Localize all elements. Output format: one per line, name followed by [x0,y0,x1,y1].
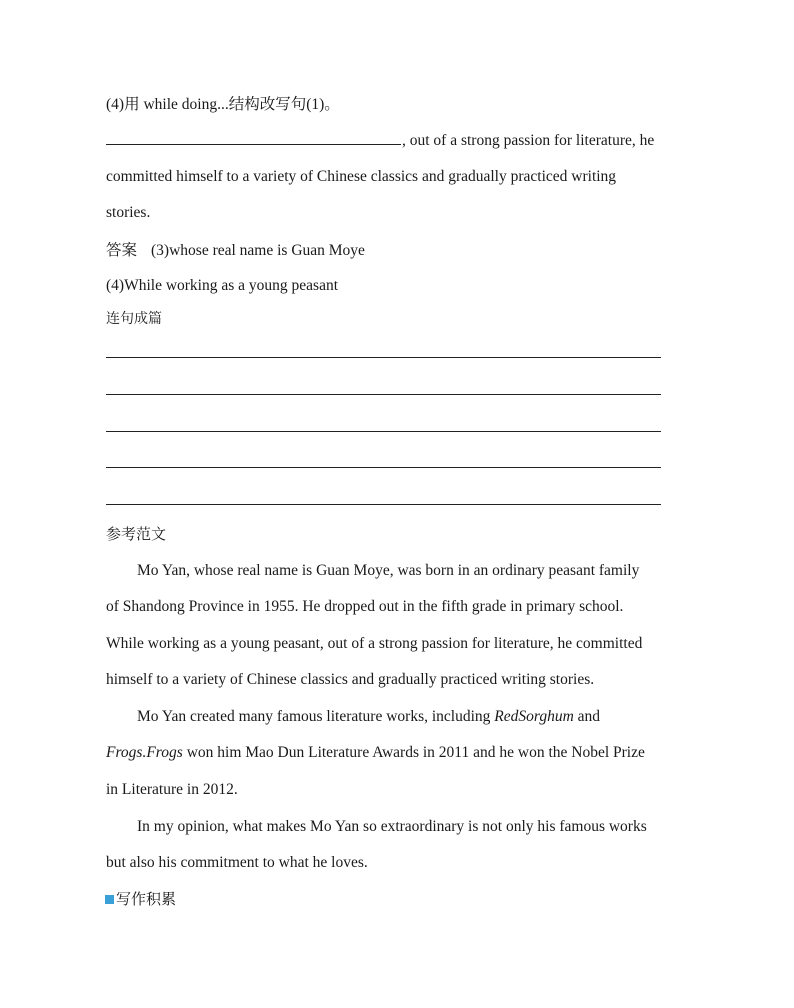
essay-p2-line-3: in Literature in 2012. [106,781,238,798]
answer-3 [106,240,365,261]
question-4-line-2: committed himself to a variety of Chinese classics and gradually practiced writing [106,168,617,185]
prompt-cjk-text: 结构改写句 [228,95,307,113]
square-bullet-icon [105,895,114,904]
question-4-prompt [106,94,340,115]
section-writing-label: 写作积累 [116,890,177,908]
work-title: RedSorghum [494,708,574,725]
writing-line[interactable] [106,504,661,505]
question-number: (4) [106,96,125,113]
fill-in-blank[interactable] [106,130,401,145]
section-heading-reference: 参考范文 [106,525,167,543]
writing-line[interactable] [106,431,661,432]
prompt-structure-text: while doing... [139,96,229,113]
answer-4: (4)While working as a young peasant [106,277,339,294]
essay-p1-line-1: Mo Yan, whose real name is Guan Moye, was born in an ordinary peasant family [137,562,640,579]
essay-p1-line-2: of Shandong Province in 1955. He dropped out in the fifth grade in primary school. [106,598,624,615]
essay-p3-line-1: In my opinion, what makes Mo Yan so extraordinary is not only his famous works [137,818,647,835]
writing-line[interactable] [106,357,661,358]
answer-3-text: (3)whose real name is Guan Moye [151,242,365,259]
writing-line[interactable] [106,467,661,468]
section-heading-writing [105,889,176,910]
essay-text: Mo Yan created many famous literature works, including [137,708,495,725]
essay-punct: . [142,744,147,761]
prompt-cjk-text: 用 [124,95,140,113]
answer-label: 答案 [106,241,138,259]
essay-text: and [573,708,601,725]
question-4-line-1 [106,130,654,151]
work-title: Frogs [146,744,183,761]
essay-p1-line-3: While working as a young peasant, out of a strong passion for literature, he committed [106,635,643,652]
writing-line[interactable] [106,394,661,395]
question-4-line-3: stories. [106,204,151,221]
essay-p3-line-2: but also his commitment to what he loves. [106,854,368,871]
work-title: Frogs [106,744,143,761]
essay-text: won him Mao Dun Literature Awards in 2011 and he won the Nobel Prize [182,744,645,761]
essay-p2-line-1 [137,707,600,727]
sentence-continuation: , out of a strong passion for literature, he [402,132,655,149]
essay-p1-line-4: himself to a variety of Chinese classics and gradually practiced writing stories. [106,671,595,688]
prompt-end: (1)。 [306,96,340,113]
section-heading-connect: 连句成篇 [106,311,162,327]
essay-p2-line-2 [106,743,645,763]
